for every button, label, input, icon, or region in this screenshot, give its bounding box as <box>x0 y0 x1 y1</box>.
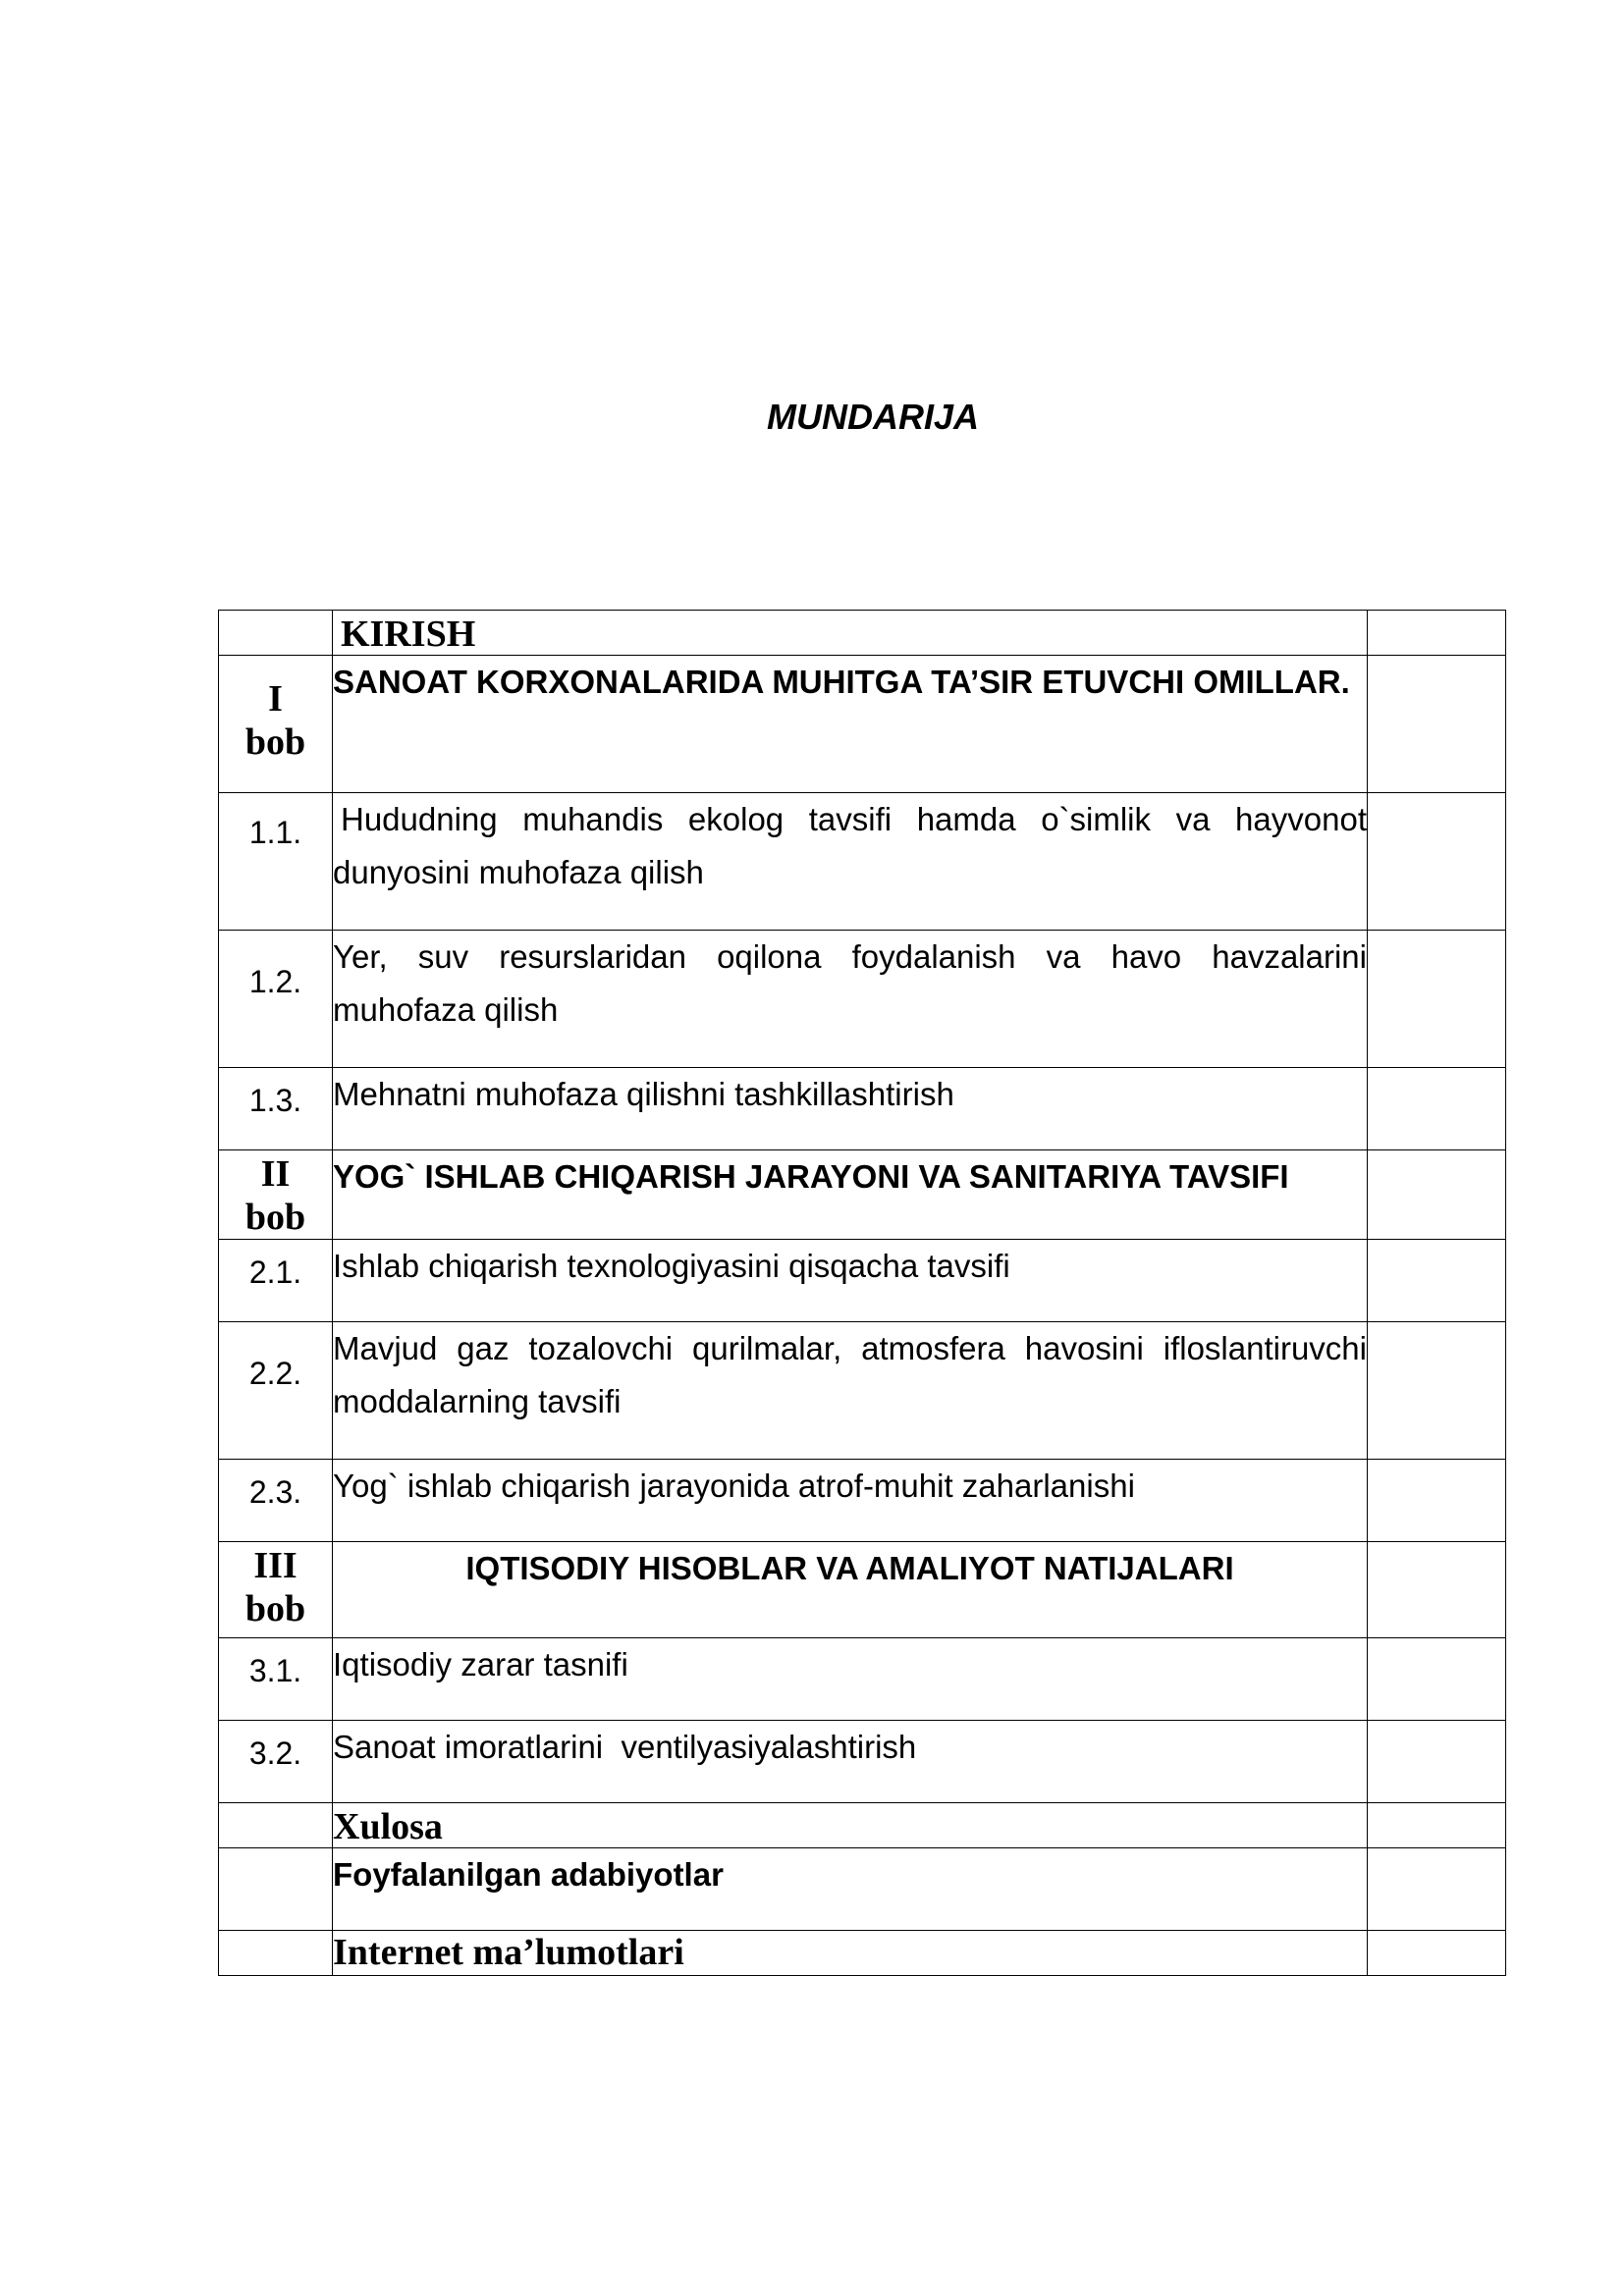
toc-row-conclusion <box>219 1803 1506 1848</box>
toc-number <box>219 1931 333 1976</box>
toc-row-section <box>219 1721 1506 1803</box>
toc-row-section <box>219 793 1506 931</box>
toc-number <box>219 1848 333 1931</box>
toc-page-number <box>1368 1848 1506 1931</box>
toc-row-references <box>219 1848 1506 1931</box>
toc-number: 3.1. <box>219 1638 333 1721</box>
toc-entry-title: SANOAT KORXONALARIDA MUHITGA TA’SIR ETUVCHI OMILLAR. <box>333 656 1368 793</box>
toc-page-number <box>1368 931 1506 1068</box>
toc-entry-title: Mavjud gaz tozalovchi qurilmalar, atmosfera havosini ifloslantiruvchi moddalarning tavsifi <box>333 1322 1368 1460</box>
toc-entry-title: Xulosa <box>333 1803 1368 1848</box>
toc-page-number <box>1368 1460 1506 1542</box>
toc-row-section <box>219 1240 1506 1322</box>
toc-page-number <box>1368 611 1506 656</box>
toc-row-section <box>219 1068 1506 1150</box>
toc-page-number <box>1368 656 1506 793</box>
toc-chapter-number: II bob <box>219 1150 333 1240</box>
toc-row-chapter-2 <box>219 1150 1506 1240</box>
toc-entry-title: Yog` ishlab chiqarish jarayonida atrof-muhit zaharlanishi <box>333 1460 1368 1542</box>
toc-page-number <box>1368 793 1506 931</box>
toc-entry-title: Ishlab chiqarish texnologiyasini qisqacha tavsifi <box>333 1240 1368 1322</box>
toc-page-number <box>1368 1803 1506 1848</box>
toc-entry-title: Iqtisodiy zarar tasnifi <box>333 1638 1368 1721</box>
toc-entry-title: YOG` ISHLAB CHIQARISH JARAYONI VA SANITARIYA TAVSIFI <box>333 1150 1368 1240</box>
toc-entry-title: Yer, suv resurslaridan oqilona foydalanish va havo havzalarini muhofaza qilish <box>333 931 1368 1068</box>
toc-row-introduction <box>219 611 1506 656</box>
toc-row-internet-sources <box>219 1931 1506 1976</box>
toc-number: 2.3. <box>219 1460 333 1542</box>
table-of-contents <box>218 610 1506 1976</box>
toc-entry-title: Foyfalanilgan adabiyotlar <box>333 1848 1368 1931</box>
toc-number <box>219 1803 333 1848</box>
toc-page-number <box>1368 1150 1506 1240</box>
toc-number: 3.2. <box>219 1721 333 1803</box>
toc-entry-title: Hududning muhandis ekolog tavsifi hamda o`simlik va hayvonot dunyosini muhofaza qilish <box>333 793 1368 931</box>
toc-number: 1.3. <box>219 1068 333 1150</box>
toc-row-chapter-1 <box>219 656 1506 793</box>
toc-page-number <box>1368 1721 1506 1803</box>
page-title: MUNDARIJA <box>767 397 979 437</box>
toc-row-section <box>219 1638 1506 1721</box>
toc-entry-title: Internet ma’lumotlari <box>333 1931 1368 1976</box>
toc-number <box>219 611 333 656</box>
toc-entry-title: IQTISODIY HISOBLAR VA AMALIYOT NATIJALARI <box>333 1542 1368 1638</box>
toc-page-number <box>1368 1542 1506 1638</box>
toc-row-section <box>219 1460 1506 1542</box>
toc-chapter-number: III bob <box>219 1542 333 1638</box>
toc-page-number <box>1368 1638 1506 1721</box>
toc-page-number <box>1368 1240 1506 1322</box>
toc-entry-title: Sanoat imoratlarini ventilyasiyalashtirish <box>333 1721 1368 1803</box>
toc-row-section <box>219 931 1506 1068</box>
toc-page-number <box>1368 1068 1506 1150</box>
toc-row-chapter-3 <box>219 1542 1506 1638</box>
toc-entry-title: Mehnatni muhofaza qilishni tashkillashtirish <box>333 1068 1368 1150</box>
toc-number: 2.2. <box>219 1322 333 1460</box>
toc-chapter-number: I bob <box>219 656 333 793</box>
toc-page-number <box>1368 1322 1506 1460</box>
toc-number: 1.2. <box>219 931 333 1068</box>
toc-number: 1.1. <box>219 793 333 931</box>
toc-row-section <box>219 1322 1506 1460</box>
toc-number: 2.1. <box>219 1240 333 1322</box>
toc-entry-title: KIRISH <box>333 611 1368 656</box>
toc-page-number <box>1368 1931 1506 1976</box>
